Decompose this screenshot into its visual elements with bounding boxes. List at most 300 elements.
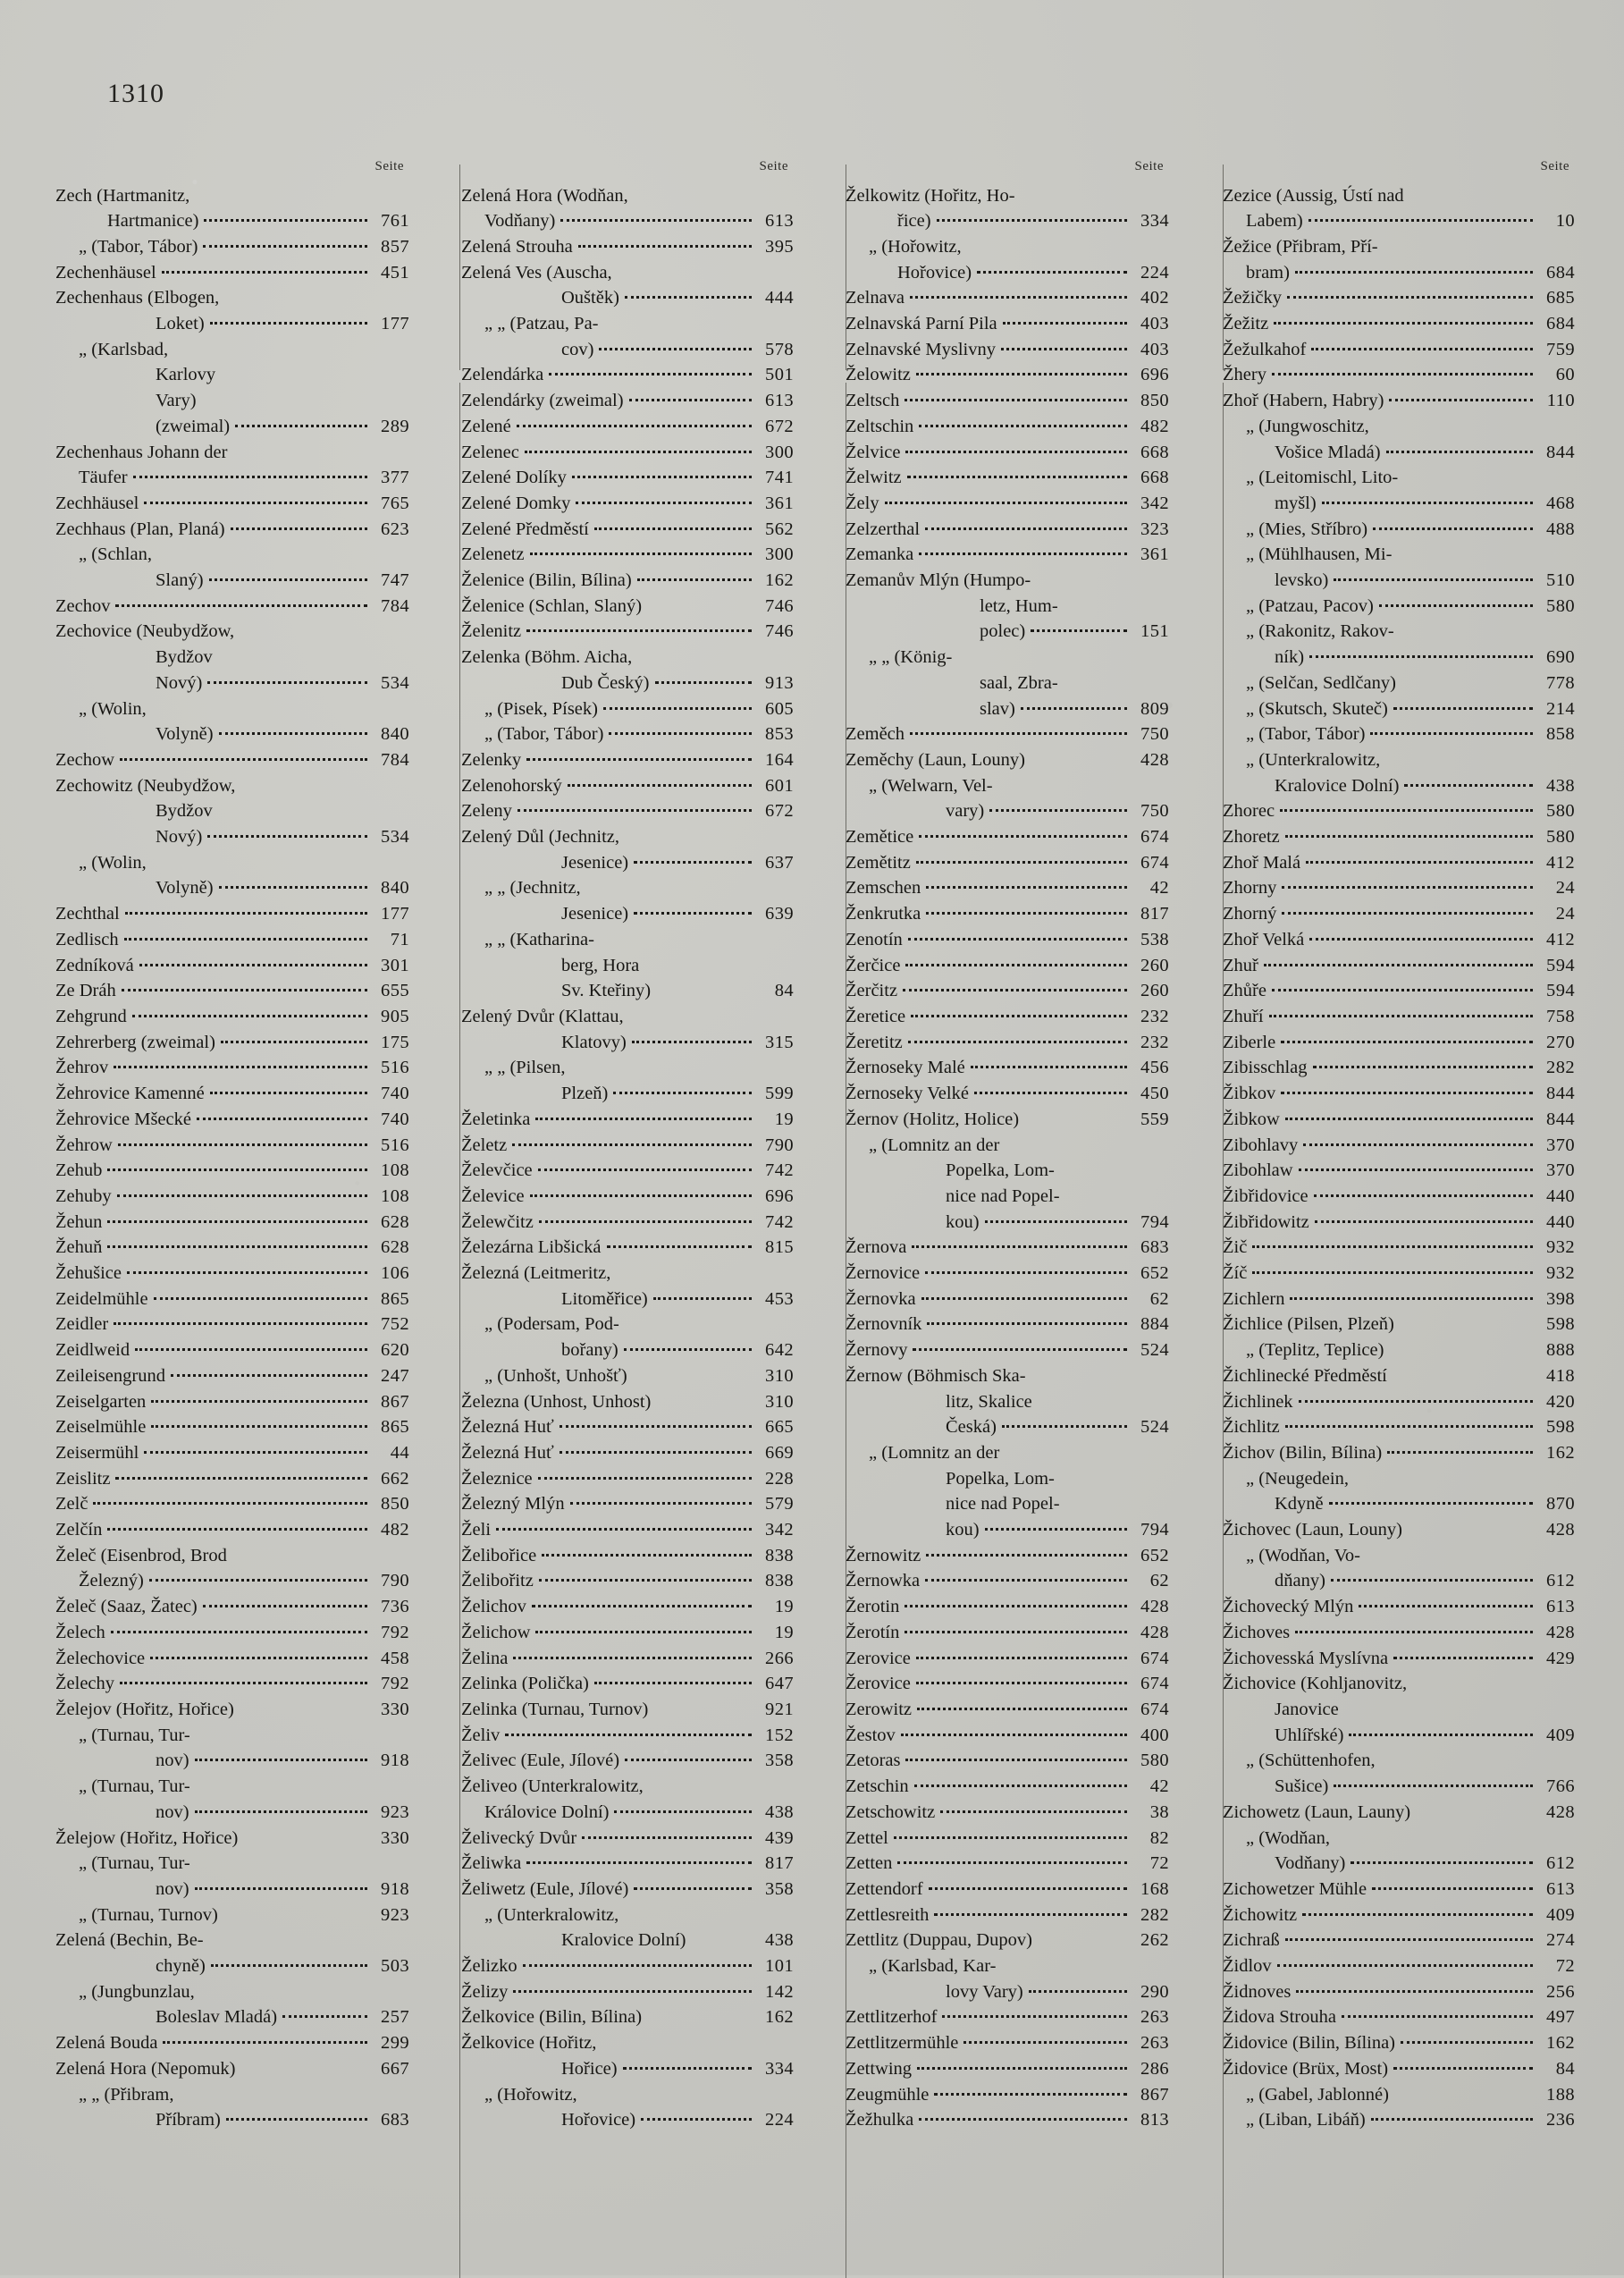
entry-name: Želivecký Dvůr — [461, 1827, 577, 1848]
index-entry — [846, 1491, 1196, 1517]
leader-dots — [221, 1029, 367, 1048]
entry-name: Zechenhäusel — [55, 262, 156, 283]
entry-name: Zichowetzer Mühle — [1223, 1878, 1367, 1899]
index-entry — [1223, 490, 1575, 516]
leader-dots — [1389, 1337, 1533, 1356]
leader-dots — [916, 1671, 1127, 1690]
leader-dots — [1315, 1209, 1533, 1228]
entry-name: Zhorny — [1223, 878, 1277, 899]
entry-name: Želibořice — [461, 1545, 537, 1565]
entry-name: lovy Vary) — [946, 1981, 1023, 2002]
leader-dots — [1299, 1158, 1533, 1177]
leader-dots — [1394, 2081, 1533, 2100]
entry-name: Vodňany) — [484, 211, 556, 232]
index-entry — [846, 1902, 1196, 1928]
index-entry — [1223, 952, 1575, 978]
column-header-seite: Seite — [374, 159, 404, 173]
entry-name: Zeltschin — [846, 416, 914, 436]
leader-dots — [538, 1465, 752, 1484]
leader-dots — [971, 1055, 1127, 1074]
entry-page-number: 412 — [1546, 852, 1575, 873]
leader-dots — [513, 1645, 752, 1664]
index-entry — [1223, 208, 1575, 234]
index-entry — [846, 1645, 1196, 1671]
index-entry — [461, 1004, 820, 1030]
entry-name: Želizko — [461, 1956, 517, 1977]
entry-name: Zelnavská Parní Pila — [846, 314, 997, 334]
index-entry — [1223, 1081, 1575, 1107]
entry-name: Žeretitz — [846, 1032, 903, 1052]
index-entry — [846, 978, 1196, 1004]
entry-page-number: 674 — [1140, 1648, 1169, 1668]
entry-page-number: 683 — [1140, 1237, 1169, 1258]
leader-dots — [1282, 901, 1533, 920]
index-entry — [461, 798, 820, 824]
leader-dots — [1295, 1619, 1533, 1638]
index-entry — [461, 259, 820, 285]
index-entry — [55, 259, 436, 285]
entry-page-number: 784 — [381, 749, 409, 770]
entry-page-number: 612 — [1546, 1853, 1575, 1874]
leader-dots — [586, 875, 752, 894]
entry-name: „ (Hořowitz, — [484, 2084, 577, 2105]
leader-dots — [1334, 568, 1533, 586]
leader-dots — [1003, 311, 1127, 330]
entry-name: Železný Mlýn — [461, 1494, 565, 1514]
index-entry — [846, 1465, 1196, 1491]
index-entry — [1223, 1337, 1575, 1363]
entry-name: Zetschowitz — [846, 1801, 936, 1822]
entry-name: Zech (Hartmanitz, — [55, 185, 190, 206]
entry-page-number: 438 — [1546, 775, 1575, 796]
index-entry — [55, 1902, 436, 1928]
index-entry — [55, 516, 436, 542]
entry-name: kou) — [946, 1211, 980, 1232]
entry-name: „ (Wodňan, Vo- — [1246, 1545, 1360, 1565]
entry-name: Želewčitz — [461, 1211, 534, 1232]
entry-page-number: 620 — [381, 1340, 409, 1361]
leader-dots — [913, 1337, 1127, 1356]
entry-name: Kralovice Dolní) — [1275, 775, 1400, 796]
entry-name: Popelka, Lom- — [946, 1468, 1055, 1489]
entry-name: „ (Unhošt, Unhošť) — [484, 1365, 627, 1386]
leader-dots — [196, 1722, 367, 1741]
leader-dots — [144, 1439, 367, 1458]
leader-dots — [903, 978, 1127, 997]
entry-page-number: 524 — [1140, 1417, 1169, 1438]
entry-page-number: 82 — [1149, 1827, 1169, 1848]
entry-name: Zhorec — [1223, 801, 1275, 822]
index-entry — [461, 1465, 820, 1491]
leader-dots — [907, 465, 1127, 484]
entry-page-number: 534 — [381, 827, 409, 848]
index-entry — [1223, 516, 1575, 542]
index-entry — [846, 1542, 1196, 1568]
entry-name: Ženkrutka — [846, 904, 921, 924]
index-entry — [461, 978, 820, 1004]
index-entry — [846, 2107, 1196, 2133]
entry-name: Želkowitz (Hořitz, Ho- — [846, 185, 1015, 206]
entry-page-number: 395 — [765, 236, 794, 257]
entry-page-number: 402 — [1140, 288, 1169, 308]
entry-page-number: 580 — [1546, 827, 1575, 848]
entry-page-number: 289 — [381, 416, 409, 436]
leader-dots — [115, 1465, 367, 1484]
leader-dots — [179, 2081, 367, 2100]
entry-name: Želizy — [461, 1981, 509, 2002]
entry-page-number: 742 — [765, 1160, 794, 1181]
entry-name: Zechhäusel — [55, 493, 139, 513]
leader-dots — [173, 336, 367, 355]
leader-dots — [1031, 747, 1127, 765]
leader-dots — [241, 2055, 368, 2074]
index-entry — [1223, 1029, 1575, 1055]
index-entry — [1223, 413, 1575, 439]
entry-page-number: 667 — [381, 2058, 409, 2079]
entry-page-number: 440 — [1546, 1185, 1575, 1206]
entry-page-number: 358 — [765, 1751, 794, 1771]
leader-dots — [226, 2107, 367, 2126]
leader-dots — [122, 978, 367, 997]
entry-page-number: 665 — [765, 1417, 794, 1438]
entry-name: Vary) — [156, 391, 197, 411]
leader-dots — [560, 1439, 752, 1458]
leader-dots — [1280, 798, 1533, 817]
index-entry — [846, 824, 1196, 850]
entry-name: Zechenhaus Johann der — [55, 442, 228, 462]
index-entry — [1223, 824, 1575, 850]
entry-page-number: 162 — [1546, 2033, 1575, 2054]
leader-dots — [1285, 1928, 1533, 1946]
leader-dots — [578, 233, 752, 252]
entry-name: Želenice (Schlan, Slaný) — [461, 595, 643, 616]
leader-dots — [1354, 1465, 1533, 1484]
entry-name: bořany) — [561, 1340, 618, 1361]
leader-dots — [926, 901, 1127, 920]
leader-dots — [243, 1825, 367, 1843]
entry-page-number: 300 — [765, 442, 794, 462]
index-column-3 — [833, 159, 1208, 2132]
index-entry — [846, 259, 1196, 285]
index-entry — [846, 1671, 1196, 1697]
index-entry — [1223, 1158, 1575, 1184]
entry-page-number: 152 — [765, 1725, 794, 1745]
index-entry — [461, 1286, 820, 1312]
leader-dots — [163, 2030, 367, 2049]
entry-name: Želichow — [461, 1622, 531, 1642]
entry-page-number: 72 — [1149, 1853, 1169, 1874]
leader-dots — [1335, 1825, 1533, 1843]
leader-dots — [1400, 1312, 1533, 1330]
leader-dots — [1282, 875, 1533, 894]
index-entry — [461, 1825, 820, 1851]
entry-page-number: 84 — [774, 981, 794, 1001]
leader-dots — [957, 645, 1127, 663]
index-entry — [846, 1388, 1196, 1414]
leader-dots — [1322, 490, 1533, 509]
index-entry — [55, 233, 436, 259]
entry-name: Zhuř — [1223, 955, 1258, 975]
entry-page-number: 428 — [1140, 749, 1169, 770]
entry-name: Dub Český) — [561, 672, 650, 693]
entry-name: Zettlitzerhof — [846, 2007, 938, 2028]
index-entry — [461, 1671, 820, 1697]
index-entry — [846, 1774, 1196, 1800]
index-entry — [846, 593, 1196, 619]
entry-page-number: 778 — [1546, 672, 1575, 693]
index-entry — [55, 1106, 436, 1132]
index-entry — [846, 849, 1196, 875]
leader-dots — [926, 1542, 1127, 1561]
index-entry — [1223, 311, 1575, 337]
leader-dots — [1264, 952, 1533, 971]
leader-dots — [1412, 1671, 1533, 1690]
index-entry — [846, 1337, 1196, 1363]
index-entry — [461, 2081, 820, 2107]
entry-page-number: 418 — [1546, 1365, 1575, 1386]
leader-dots — [656, 978, 752, 997]
entry-page-number: 232 — [1140, 1032, 1169, 1052]
leader-dots — [625, 824, 752, 843]
leader-dots — [927, 1312, 1127, 1330]
leader-dots — [127, 1261, 367, 1279]
entry-name: „ (Tabor, Tábor) — [484, 724, 604, 745]
entry-page-number: 669 — [765, 1442, 794, 1463]
entry-name: Železná (Leitmeritz, — [461, 1263, 611, 1284]
index-entry — [461, 721, 820, 747]
leader-dots — [150, 1645, 367, 1664]
leader-dots — [139, 952, 367, 971]
entry-page-number: 453 — [765, 1288, 794, 1309]
index-entry — [1223, 1055, 1575, 1081]
entry-name: Želenitz — [461, 621, 522, 642]
leader-dots — [1334, 1774, 1533, 1793]
entry-page-number: 101 — [765, 1956, 794, 1977]
leader-dots — [914, 1774, 1127, 1793]
entry-page-number: 674 — [1140, 1674, 1169, 1694]
entry-page-number: 923 — [381, 1904, 409, 1925]
entry-page-number: 594 — [1546, 955, 1575, 975]
entry-name: Zettendorf — [846, 1878, 923, 1899]
entry-page-number: 817 — [765, 1853, 794, 1874]
index-entry — [461, 1851, 820, 1877]
leader-dots — [1038, 1928, 1127, 1946]
entry-name: nov) — [156, 1801, 189, 1822]
leader-dots — [594, 516, 752, 535]
entry-page-number: 594 — [1546, 981, 1575, 1001]
leader-dots — [974, 1081, 1127, 1100]
leader-dots — [1329, 1491, 1533, 1510]
entry-page-number: 655 — [381, 981, 409, 1001]
leader-dots — [1281, 1029, 1533, 1048]
index-entry — [55, 978, 436, 1004]
index-entry — [1223, 1799, 1575, 1825]
entry-name: Hořovice) — [897, 262, 972, 283]
leader-dots — [526, 747, 752, 765]
entry-page-number: 840 — [381, 878, 409, 899]
entry-page-number: 488 — [1546, 519, 1575, 539]
index-entry — [1223, 1261, 1575, 1287]
leader-dots — [1371, 2107, 1533, 2126]
index-entry — [846, 1261, 1196, 1287]
entry-page-number: 685 — [1546, 288, 1575, 308]
leader-dots — [624, 1902, 752, 1920]
entry-page-number: 19 — [774, 1597, 794, 1617]
index-entry — [55, 1209, 436, 1235]
entry-name: „ (Turnau, Tur- — [79, 1853, 190, 1874]
entry-page-number: 817 — [1140, 904, 1169, 924]
entry-name: Jesenice) — [561, 904, 629, 924]
entry-name: Žehušice — [55, 1263, 122, 1284]
leader-dots — [1404, 772, 1533, 791]
leader-dots — [517, 798, 752, 817]
index-entry — [1223, 2004, 1575, 2030]
leader-dots — [539, 1568, 752, 1587]
index-entry — [461, 1876, 820, 1902]
entry-page-number: 642 — [765, 1340, 794, 1361]
entry-name: Židovice (Bilin, Bílina) — [1223, 2033, 1396, 2054]
index-entry — [846, 1978, 1196, 2004]
entry-name: Zechow — [55, 749, 115, 770]
leader-dots — [526, 619, 752, 637]
index-entry — [846, 670, 1196, 696]
entry-page-number: 884 — [1140, 1314, 1169, 1335]
entry-name: „ (Turnau, Tur- — [79, 1776, 190, 1797]
leader-dots — [1060, 1158, 1127, 1177]
index-entry — [846, 208, 1196, 234]
entry-page-number: 24 — [1555, 904, 1575, 924]
entry-page-number: 559 — [1140, 1109, 1169, 1129]
leader-dots — [235, 413, 367, 432]
entry-name: Žehun — [55, 1211, 103, 1232]
leader-dots — [207, 824, 367, 843]
index-entry — [1223, 875, 1575, 901]
entry-page-number: 857 — [381, 236, 409, 257]
index-entry — [1223, 1722, 1575, 1748]
entry-page-number: 580 — [1546, 801, 1575, 822]
entry-page-number: 42 — [1149, 1776, 1169, 1797]
leader-dots — [210, 1081, 367, 1100]
entry-page-number: 409 — [1546, 1904, 1575, 1925]
index-entry — [55, 747, 436, 772]
entry-page-number: 813 — [1140, 2110, 1169, 2130]
index-entry — [55, 2055, 436, 2081]
index-entry — [461, 1491, 820, 1517]
index-entry — [846, 619, 1196, 645]
entry-page-number: 867 — [1140, 2084, 1169, 2105]
index-entry — [55, 798, 436, 824]
leader-dots — [1401, 670, 1533, 688]
entry-page-number: 497 — [1546, 2007, 1575, 2028]
entry-page-number: 516 — [381, 1135, 409, 1155]
entry-name: Zeidler — [55, 1314, 109, 1335]
index-entry — [846, 285, 1196, 311]
index-entry — [1223, 1542, 1575, 1568]
index-entry — [55, 619, 436, 645]
entry-name: ník) — [1275, 647, 1305, 668]
entry-page-number: 647 — [765, 1674, 794, 1694]
entry-name: Zettlitz (Duppau, Dupov) — [846, 1930, 1032, 1951]
entry-page-number: 758 — [1546, 1007, 1575, 1026]
leader-dots — [1029, 1978, 1127, 1997]
entry-name: Zehuby — [55, 1185, 112, 1206]
leader-dots — [1359, 1594, 1533, 1613]
leader-dots — [1344, 1696, 1533, 1715]
leader-dots — [599, 336, 752, 355]
index-entry — [1223, 1928, 1575, 1953]
leader-dots — [195, 1799, 367, 1818]
entry-name: „ (Unterkralowitz, — [1246, 749, 1381, 770]
leader-dots — [530, 542, 752, 561]
index-entry — [1223, 1696, 1575, 1722]
entry-page-number: 580 — [1546, 595, 1575, 616]
leader-dots — [570, 1491, 752, 1510]
index-entry — [1223, 1465, 1575, 1491]
index-entry — [55, 1953, 436, 1979]
entry-name: Zelené — [461, 416, 511, 436]
leader-dots — [525, 439, 752, 458]
leader-dots — [530, 1183, 752, 1202]
leader-dots — [604, 311, 753, 330]
leader-dots — [985, 1517, 1127, 1536]
index-entry — [846, 1132, 1196, 1158]
entry-name: Želiwetz (Eule, Jílové) — [461, 1878, 629, 1899]
entry-page-number: 260 — [1140, 955, 1169, 975]
entry-name: Boleslav Mladá) — [156, 2007, 278, 2028]
leader-dots — [910, 721, 1127, 740]
leader-dots — [634, 1876, 752, 1894]
entry-page-number: 923 — [381, 1801, 409, 1822]
leader-dots — [1387, 1439, 1533, 1458]
entry-name: Žežice (Přibram, Pří- — [1223, 236, 1378, 257]
entry-name: litz, Skalice — [946, 1391, 1032, 1412]
index-entry — [1223, 1876, 1575, 1902]
leader-dots — [1349, 1722, 1533, 1741]
leader-dots — [117, 1183, 367, 1202]
entry-name: Železná Huť — [461, 1417, 554, 1438]
entry-name: Vodňany) — [1275, 1853, 1346, 1874]
entry-list-2 — [461, 182, 820, 2132]
leader-dots — [107, 1158, 367, 1177]
index-entry — [1223, 901, 1575, 927]
index-entry — [55, 1286, 436, 1312]
entry-page-number: 438 — [765, 1930, 794, 1951]
entry-name: Plzeň) — [561, 1084, 609, 1104]
index-entry — [1223, 2081, 1575, 2107]
index-entry — [846, 413, 1196, 439]
entry-name: Zelč — [55, 1494, 88, 1514]
leader-dots — [929, 1876, 1127, 1894]
entry-name: Zichowetz (Laun, Launy) — [1223, 1801, 1411, 1822]
entry-name: Zeleny — [461, 801, 512, 822]
index-entry — [55, 824, 436, 850]
entry-page-number: 256 — [1546, 1981, 1575, 2002]
index-entry — [846, 926, 1196, 952]
index-entry — [55, 670, 436, 696]
leader-dots — [1295, 259, 1533, 278]
leader-dots — [633, 1363, 752, 1381]
index-column-2 — [449, 159, 833, 2132]
index-entry — [846, 1106, 1196, 1132]
leader-dots — [1031, 619, 1127, 637]
entry-page-number: 696 — [1140, 365, 1169, 385]
index-entry — [461, 1183, 820, 1209]
entry-name: Želowitz — [846, 365, 911, 385]
leader-dots — [209, 1928, 367, 1946]
index-entry — [55, 1388, 436, 1414]
entry-name: berg, Hora — [561, 955, 640, 975]
entry-name: Labem) — [1246, 211, 1303, 232]
